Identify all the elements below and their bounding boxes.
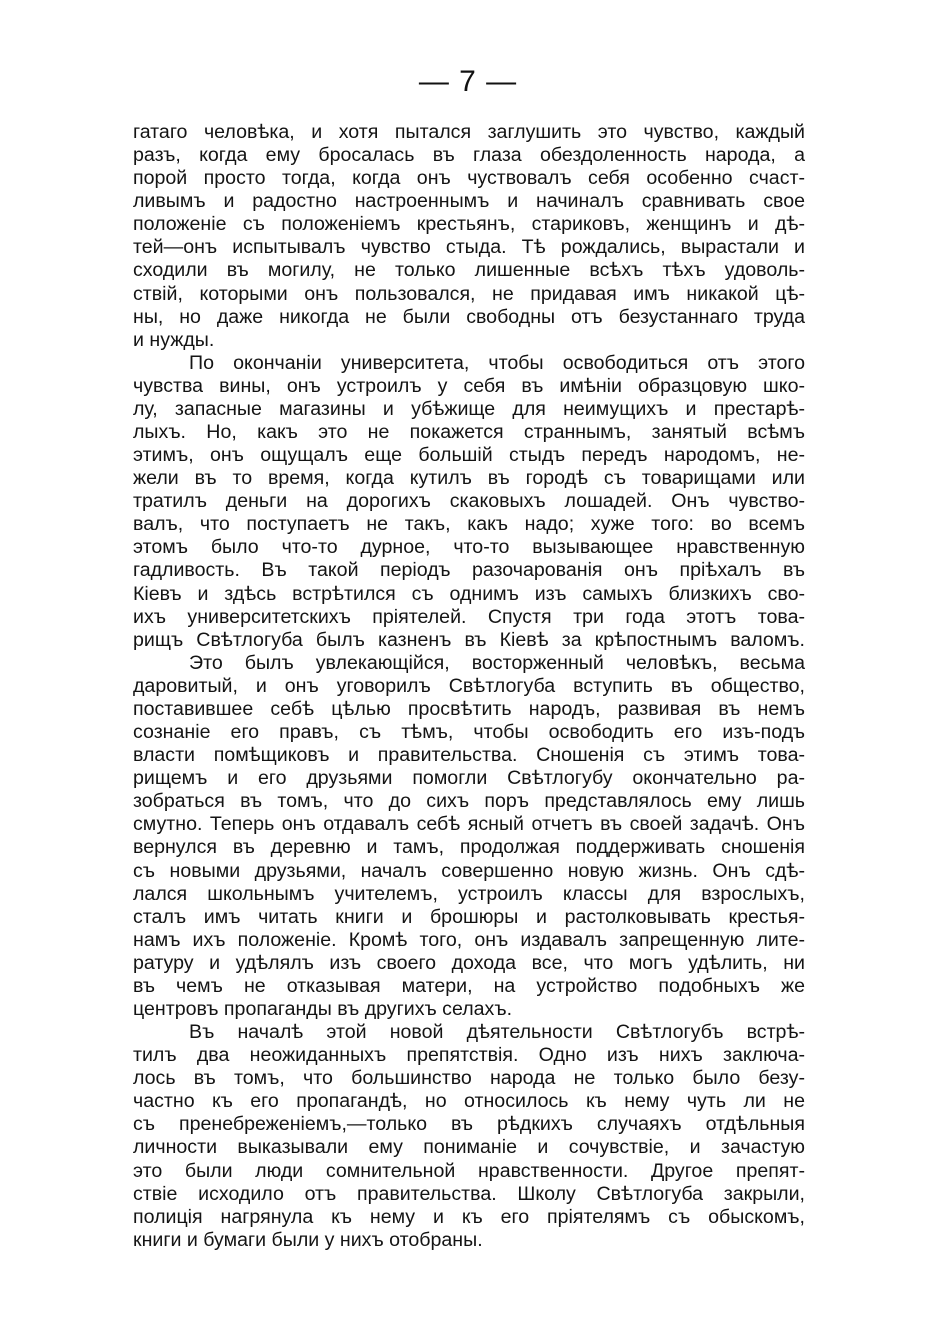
text-line: Кіевъ и здѣсь встрѣтился съ однимъ изъ самыхъ близкихъ сво-	[133, 582, 805, 605]
text-line: даровитый, и онъ уговорилъ Свѣтлогуба вступить въ общество,	[133, 674, 805, 697]
text-line: центровъ пропаганды въ другихъ селахъ.	[133, 997, 513, 1020]
text-line: рищемъ и его друзьями помогли Свѣтлогубу окончательно ра-	[133, 767, 805, 790]
text-line: лался школьнымъ учителемъ, устроилъ классы для взрослыхъ,	[133, 882, 805, 905]
text-line: сознаніе его правъ, съ тѣмъ, чтобы освободить его изъ-подъ	[133, 721, 805, 744]
text-line: тилъ два неожиданныхъ препятствія. Одно изъ нихъ заключа-	[133, 1044, 805, 1067]
text-line: чувства вины, онъ устроилъ у себя въ имѣніи образцовую шко-	[133, 374, 805, 397]
text-line: разъ, когда ему бросалась въ глаза обездоленность народа, а	[133, 144, 805, 167]
text-line: положеніе съ положеніемъ крестьянъ, стариковъ, женщинъ и дѣ-	[133, 213, 805, 236]
text-line: съ пренебреженіемъ,—только въ рѣдкихъ случаяхъ отдѣльныя	[133, 1113, 805, 1136]
text-line: власти помѣщиковъ и правительства. Сношенія съ этимъ това-	[133, 744, 805, 767]
text-line: сходили въ могилу, не только лишенные всѣхъ тѣхъ удоволь-	[133, 259, 805, 282]
text-line: съ новыми друзьями, началъ совершенно новую жизнь. Онъ сдѣ-	[133, 859, 805, 882]
text-line: это были люди сомнительной нравственности. Другое препят-	[133, 1159, 805, 1182]
text-line: Въ началѣ этой новой дѣятельности Свѣтлогубъ встрѣ-	[189, 1021, 805, 1044]
text-line: въ чемъ не отказывая матери, на устройство подобныхъ же	[133, 974, 805, 997]
text-line: лыхъ. Но, какъ это не покажется страннымъ, занятый всѣмъ	[133, 421, 805, 444]
text-line: тратилъ деньги на дорогихъ скаковыхъ лошадей. Онъ чувство-	[133, 490, 805, 513]
text-line: ствій, которыми онъ пользовался, не придавая имъ никакой цѣ-	[133, 282, 805, 305]
text-line: этимъ, онъ ощущалъ еще большій стыдъ передъ народомъ, не-	[133, 444, 805, 467]
text-line: тей—онъ испытывалъ чувство стыда. Тѣ рождались, вырастали и	[133, 236, 805, 259]
body-text	[133, 121, 805, 1252]
text-line: ратуру и удѣлялъ изъ своего дохода все, что могъ удѣлить, ни	[133, 951, 805, 974]
text-line: намъ ихъ положеніе. Кромѣ того, онъ издавалъ запрещенную лите-	[133, 928, 805, 951]
text-line: Это былъ увлекающійся, восторженный человѣкъ, весьма	[189, 651, 805, 674]
text-line: смутно. Теперь онъ отдавалъ себѣ ясный отчетъ въ своей задачѣ. Онъ	[133, 813, 805, 836]
text-line: личности выказывали ему пониманіе и сочувствіе, и зачастую	[133, 1136, 805, 1159]
page-number: — 7 —	[418, 65, 518, 98]
text-line: книги и бумаги были у нихъ отобраны.	[133, 1228, 483, 1251]
text-line: порой просто тогда, когда онъ чуствовалъ себя особенно счаст-	[133, 167, 805, 190]
text-line: ихъ университетскихъ пріятелей. Спустя три года этотъ това-	[133, 605, 805, 628]
text-line: частно къ его пропагандѣ, но относилось къ нему чуть ли не	[133, 1090, 805, 1113]
text-line: зобраться въ томъ, что до сихъ поръ представлялось ему лишь	[133, 790, 805, 813]
text-line: вернулся въ деревню и тамъ, продолжая поддерживать сношенія	[133, 836, 805, 859]
text-line: валъ, что поступаетъ не такъ, какъ надо; хуже того: во всемъ	[133, 513, 805, 536]
text-line: жели въ то время, когда кутилъ въ городѣ съ товарищами или	[133, 467, 805, 490]
text-line: ливымъ и радостно настроеннымъ и начиналъ сравнивать свое	[133, 190, 805, 213]
text-line: лу, запасные магазины и убѣжище для неимущихъ и престарѣ-	[133, 397, 805, 420]
text-line: ны, но даже никогда не были свободны отъ безустаннаго труда	[133, 305, 805, 328]
text-line: этомъ было что-то дурное, что-то вызывающее нравственную	[133, 536, 805, 559]
text-line: ствіе исходило отъ правительства. Школу Свѣтлогуба закрыли,	[133, 1182, 805, 1205]
text-line: гатаго человѣка, и хотя пытался заглушить это чувство, каждый	[133, 121, 805, 143]
text-line: сталъ имъ читать книги и брошюры и растолковывать крестья-	[133, 905, 805, 928]
text-line: По окончаніи университета, чтобы освободиться отъ этого	[189, 351, 805, 374]
text-line: и нужды.	[133, 328, 215, 351]
text-line: лось въ томъ, что большинство народа не только было безу-	[133, 1067, 805, 1090]
text-line: поставившее себѣ цѣлью просвѣтить народъ, развивая въ немъ	[133, 697, 805, 720]
text-line: рищъ Свѣтлогуба былъ казненъ въ Кіевѣ за крѣпостнымъ валомъ.	[133, 628, 805, 651]
text-line: гадливость. Въ такой періодъ разочарованія онъ пріѣхалъ въ	[133, 559, 805, 582]
text-line: полиція нагрянула къ нему и къ его пріятелямъ съ обыскомъ,	[133, 1205, 805, 1228]
